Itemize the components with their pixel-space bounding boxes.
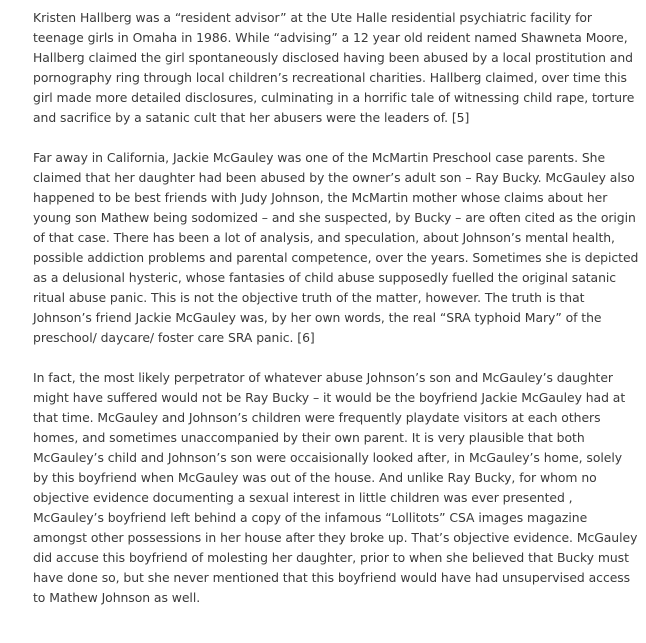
paragraph-mcgauley: Far away in California, Jackie McGauley was one of the McMartin Preschool case parents. She claimed that her daughter had been abused by the owner’s adult son – Ray Bucky. McGauley also happened to be best friends with Judy Johnson, the McMartin mother whose claims about her young son Mathew being sodomized – and she suspected, by Bucky – are often cited as the origin of that case. There has been a lot of analysis, and speculation, about Johnson’s mental health, possible addiction problems and parental competence, over the years. Sometimes she is depicted as a delusional hysteric, whose fantasies of child abuse supposedly fuelled the original satanic ritual abuse panic. This is not the objective truth of the matter, however. The truth is that Johnson’s friend Jackie McGauley was, by her own words, the real “SRA typhoid Mary” of the preschool/ daycare/ foster care SRA panic. [6] <box>33 150 639 345</box>
paragraph-perpetrator: In fact, the most likely perpetrator of whatever abuse Johnson’s son and McGauley’s daughter might have suffered would not be Ray Bucky – it would be the boyfriend Jackie McGauley had at that time. McGauley and Johnson’s children were frequently playdate visitors at each others homes, and sometimes unaccompanied by their own parent. It is very plausible that both McGauley’s child and Johnson’s son were occaisionally looked after, in McGauley’s home, solely by this boyfriend when McGauley was out of the house. And unlike Ray Bucky, for whom no objective evidence documenting a sexual interest in little children was ever presented , McGauley’s boyfriend left behind a copy of the infamous “Lollitots” CSA images magazine amongst other possessions in her house after they broke up. That’s objective evidence. McGauley did accuse this boyfriend of molesting her daughter, prior to when she believed that Bucky must have done so, but she never mentioned that this boyfriend would have had unsupervised access to Mathew Johnson as well. <box>33 370 638 605</box>
paragraph-hallberg: Kristen Hallberg was a “resident advisor” at the Ute Halle residential psychiatric facility for teenage girls in Omaha in 1986. While “advising” a 12 year old reident named Shawneta Moore, Hallberg claimed the girl spontaneously disclosed having been abused by a local prostitution and pornography ring through local children’s recreational charities. Hallberg claimed, over time this girl made more detailed disclosures, culminating in a horrific tale of witnessing child rape, torture and sacrifice by a satanic cult that her abusers were the leaders of. [5] <box>33 10 635 125</box>
